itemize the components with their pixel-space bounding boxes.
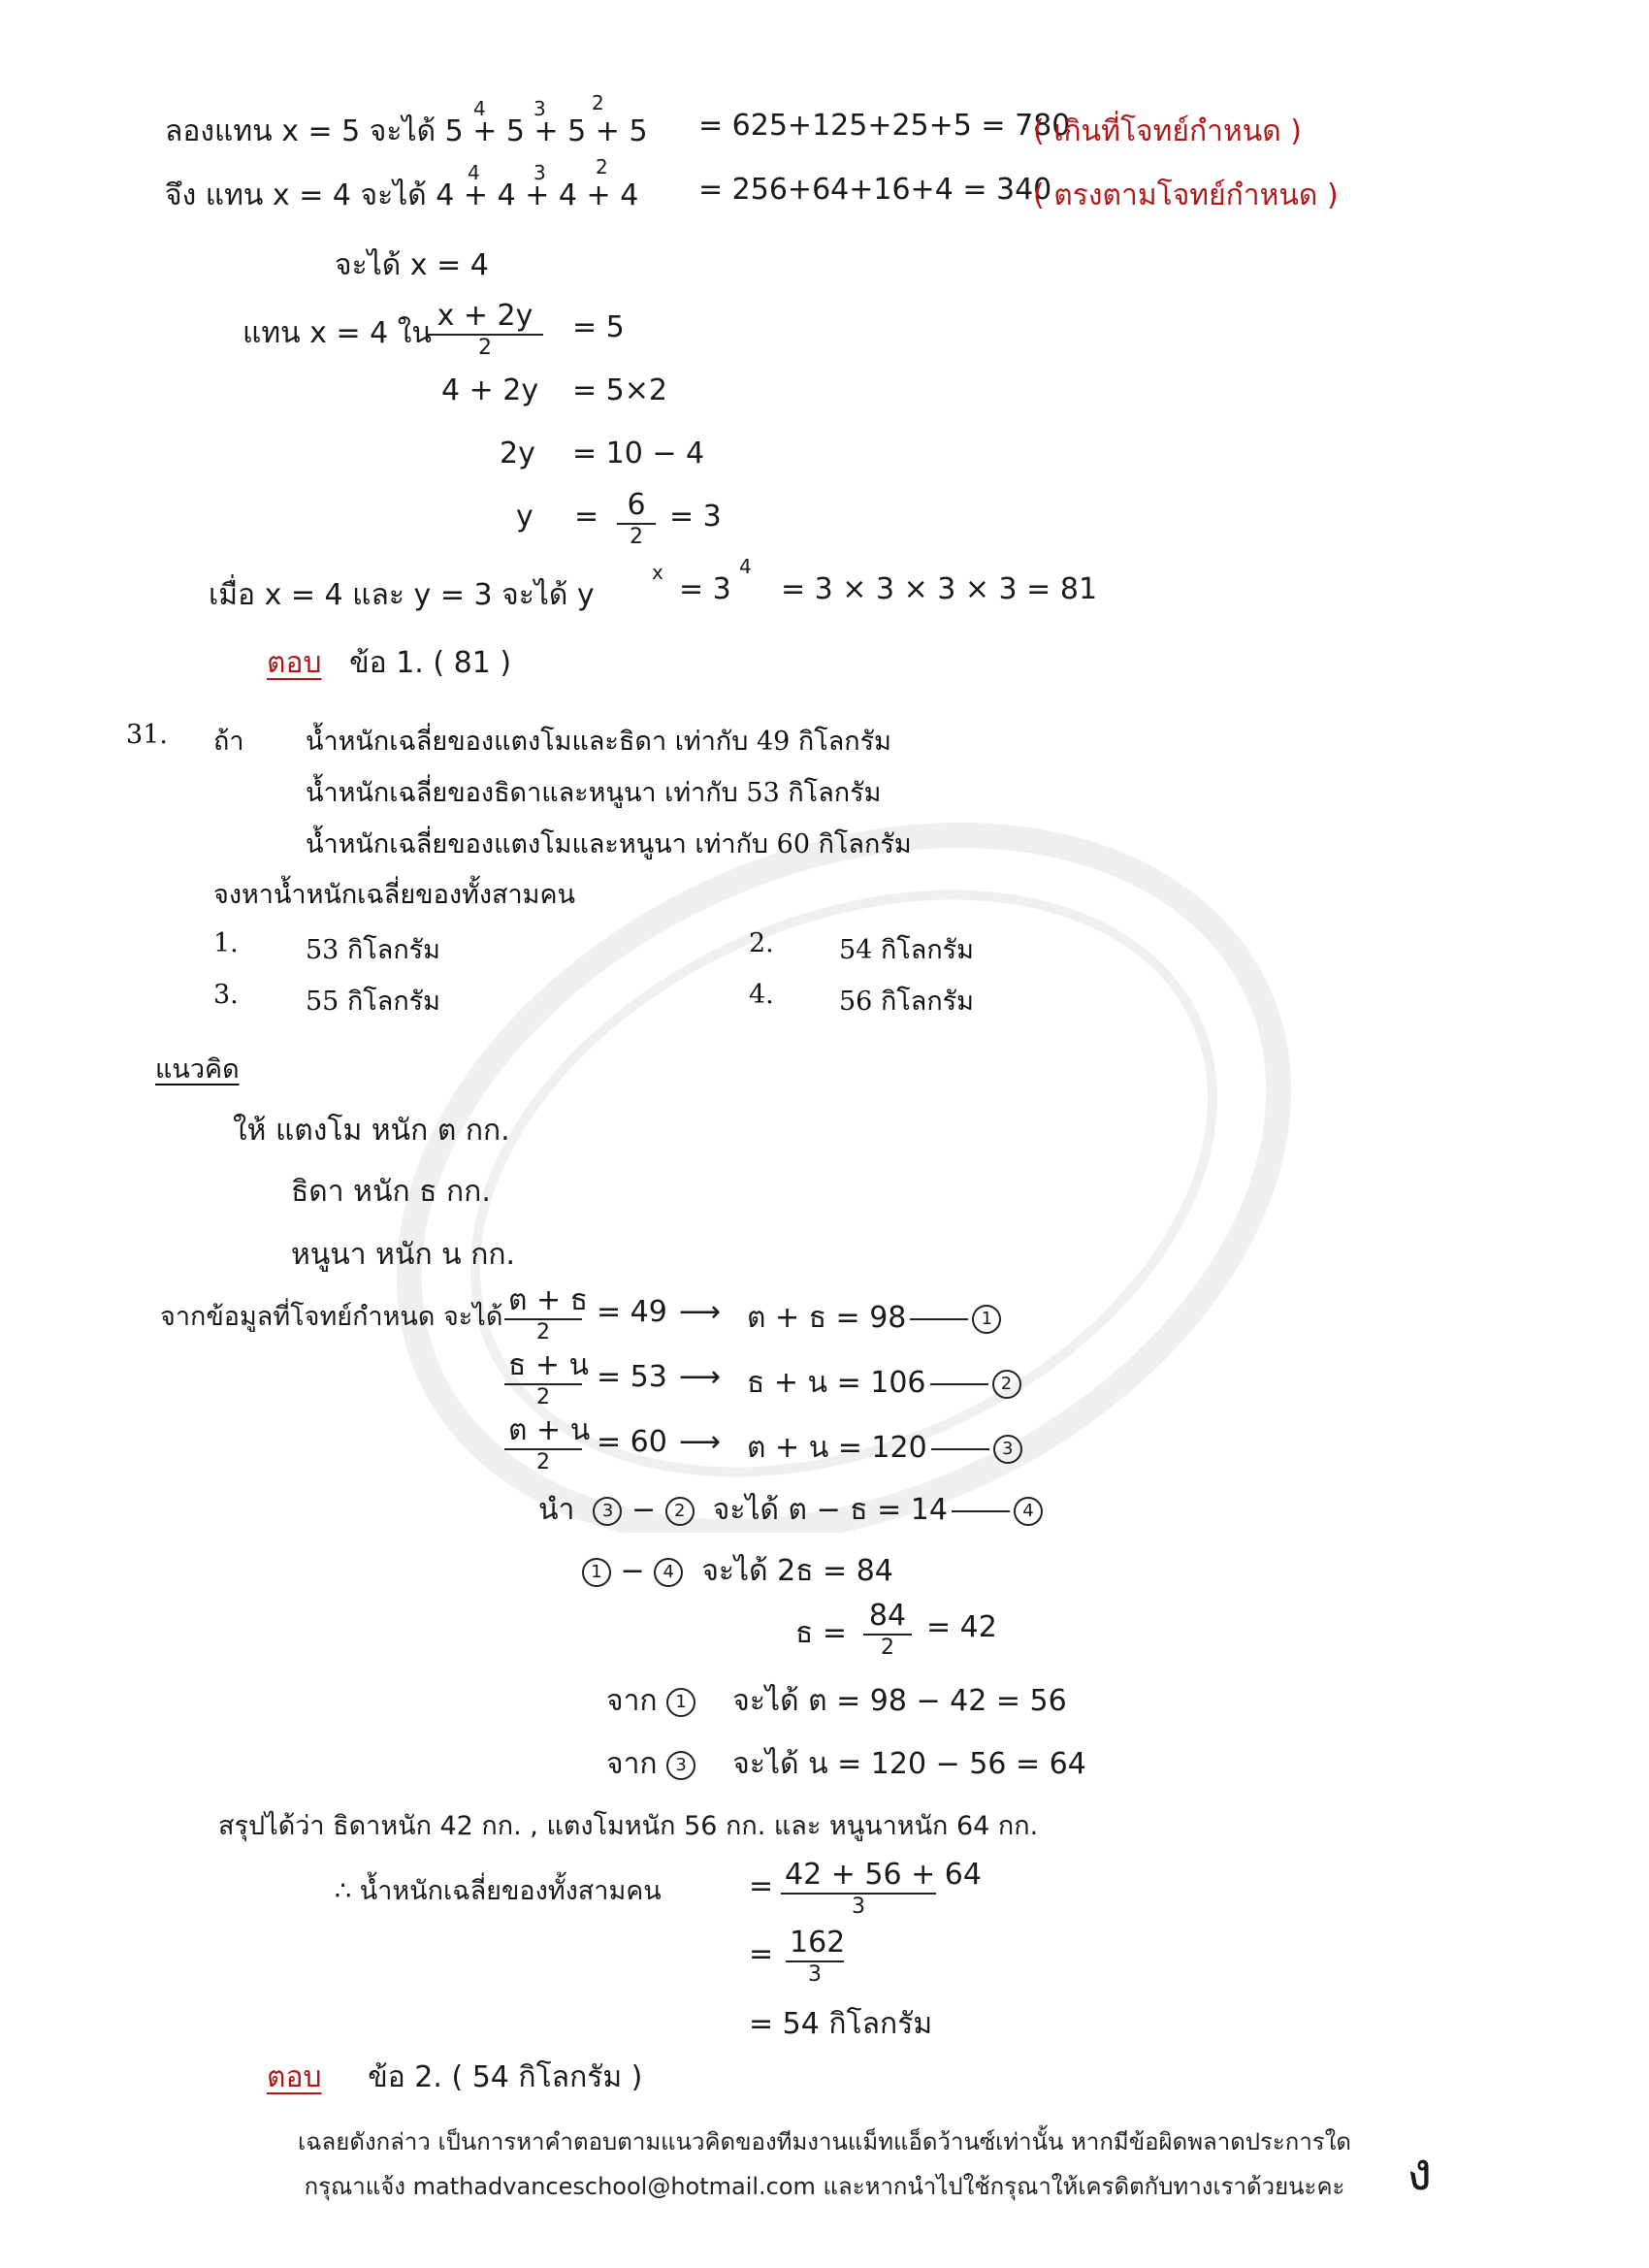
signature: ง	[1406, 2141, 1433, 2202]
equation-lhs: y	[516, 500, 534, 534]
let-line-3: หนูนา หนัก น กก.	[291, 1238, 516, 1272]
let-line-1: ให้ แตงโม หนัก ต กก.	[233, 1114, 510, 1148]
equation-rhs: = 5	[572, 310, 625, 344]
question-number: 31.	[126, 720, 168, 750]
footer-line-1: เฉลยดังกล่าว เป็นการหาคำตอบตามแนวคิดของทีมงานแม็ทแอ็ดว้านซ์เท่านั้น หากมีข้อผิดพลาดประการใด	[298, 2128, 1351, 2155]
row6-lhs: ธ =	[795, 1616, 847, 1650]
exponent: 4	[473, 97, 486, 120]
average-label: ∴ น้ำหนักเฉลี่ยของทั้งสามคน	[335, 1876, 662, 1906]
average-eq: =	[749, 1869, 774, 1903]
row1-eq: = 49	[597, 1295, 667, 1329]
exponent: 4	[739, 555, 752, 578]
answer-2: ตอบ ข้อ 2. ( 54 กิโลกรัม )	[267, 2060, 643, 2094]
choice-number: 1.	[213, 928, 239, 958]
row5: 1 − 4 จะได้ 2ธ = 84	[582, 1548, 893, 1594]
fraction-sum: 42 + 56 + 64 3	[781, 1858, 936, 1920]
arrow-icon: ⟶	[679, 1295, 722, 1329]
equation-rhs: = 3	[669, 500, 722, 534]
exponent: 3	[534, 97, 546, 120]
solution-heading: แนวคิด	[155, 1054, 240, 1085]
choice-text: 53 กิโลกรัม	[306, 935, 440, 965]
substitution-calc-2: = 256+64+16+4 = 340	[698, 173, 1052, 207]
row2-result: ธ + น = 106 2	[747, 1360, 1021, 1406]
result-x: จะได้ x = 4	[335, 248, 489, 282]
choice-number: 4.	[749, 980, 774, 1010]
substitution-calc-1: = 625+125+25+5 = 780	[698, 109, 1071, 143]
choice-number: 3.	[213, 980, 239, 1010]
fraction-x-2y: x + 2y 2	[427, 299, 543, 361]
substitution-note-2: ( ตรงตามโจทย์กำหนด )	[1033, 178, 1339, 212]
row3-eq: = 60	[597, 1425, 667, 1459]
choice-number: 2.	[749, 928, 774, 958]
choice-text: 56 กิโลกรัม	[839, 987, 974, 1017]
arrow-icon: ⟶	[679, 1425, 722, 1459]
when-line: เมื่อ x = 4 และ y = 3 จะได้ y	[209, 578, 595, 612]
average-eq-2: =	[749, 1937, 774, 1971]
choice-text: 54 กิโลกรัม	[839, 935, 974, 965]
when-calc: = 3 × 3 × 3 × 3 = 81	[781, 572, 1098, 606]
exponent: 3	[534, 161, 546, 184]
fraction-th-n: ธ + น 2	[504, 1348, 582, 1410]
row7: จาก 1 จะได้ ต = 98 − 42 = 56	[606, 1684, 1067, 1718]
fraction-6-2: 6 2	[617, 488, 656, 550]
equation-lhs: 4 + 2y	[441, 373, 539, 407]
substitution-line-2: จึง แทน x = 4 จะได้ 4 + 4 + 4 + 4	[165, 178, 639, 212]
substitution-note-1: ( เกินที่โจทย์กำหนด )	[1033, 114, 1303, 148]
when-eq: = 3	[679, 572, 731, 606]
exponent: x	[652, 561, 663, 584]
row3-result: ต + น = 120 3	[747, 1425, 1022, 1471]
row2-eq: = 53	[597, 1360, 667, 1394]
exponent: 2	[596, 155, 608, 178]
choice-text: 55 กิโลกรัม	[306, 987, 440, 1017]
question-if: ถ้า	[213, 727, 244, 757]
average-result: = 54 กิโลกรัม	[749, 2007, 933, 2041]
let-line-2: ธิดา หนัก ธ กก.	[291, 1175, 491, 1209]
summary-line: สรุปได้ว่า ธิดาหนัก 42 กก. , แตงโมหนัก 56 กก. และ หนูนาหนัก 64 กก.	[218, 1811, 1039, 1841]
question-text: จงหาน้ำหนักเฉลี่ยของทั้งสามคน	[213, 880, 575, 910]
row4: นำ 3 − 2 จะได้ ต − ธ = 14 4	[538, 1487, 1043, 1533]
fraction-84-2: 84 2	[863, 1599, 912, 1661]
exponent: 4	[468, 161, 480, 184]
footer-line-2: กรุณาแจ้ง mathadvanceschool@hotmail.com และหากนำไปใช้กรุณาให้เครดิตกับทางเราด้วยนะคะ	[304, 2173, 1345, 2200]
condition-3: น้ำหนักเฉลี่ยของแตงโมและหนูนา เท่ากับ 60 กิโลกรัม	[306, 829, 912, 859]
condition-2: น้ำหนักเฉลี่ยของธิดาและหนูนา เท่ากับ 53 กิโลกรัม	[306, 778, 882, 808]
equation-eq: =	[574, 500, 599, 534]
row1-result: ต + ธ = 98 1	[747, 1295, 1001, 1341]
arrow-icon: ⟶	[679, 1360, 722, 1394]
row8: จาก 3 จะได้ น = 120 − 56 = 64	[606, 1747, 1086, 1781]
equation-lhs: 2y	[500, 437, 535, 470]
fraction-t-n: ต + น 2	[504, 1413, 582, 1475]
equation-rhs: = 10 − 4	[572, 437, 705, 470]
substitution-line-1: ลองแทน x = 5 จะได้ 5 + 5 + 5 + 5	[165, 114, 648, 148]
substitute-label: แทน x = 4 ใน	[242, 316, 432, 350]
fraction-t-th: ต + ธ 2	[504, 1283, 582, 1345]
exponent: 2	[592, 91, 604, 114]
condition-1: น้ำหนักเฉลี่ยของแตงโมและธิดา เท่ากับ 49 กิโลกรัม	[306, 727, 891, 757]
answer-1: ตอบ ข้อ 1. ( 81 )	[267, 646, 512, 680]
from-label: จากข้อมูลที่โจทย์กำหนด จะได้	[160, 1302, 503, 1332]
row6-rhs: = 42	[926, 1610, 997, 1644]
equation-rhs: = 5×2	[572, 373, 667, 407]
fraction-162-3: 162 3	[786, 1926, 844, 1988]
